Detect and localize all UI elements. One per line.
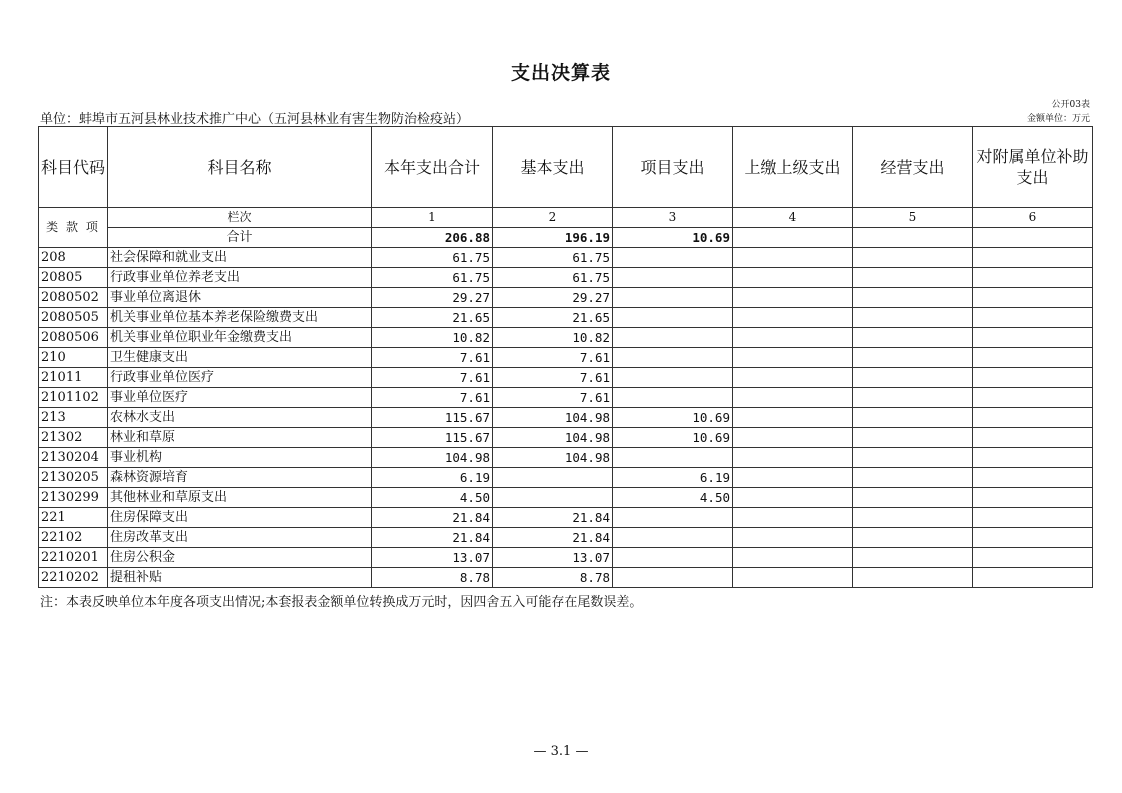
table-row xyxy=(39,528,1093,548)
row-name: 住房保障支出 xyxy=(108,508,372,528)
row-business xyxy=(853,568,973,588)
table-row xyxy=(39,348,1093,368)
row-project xyxy=(613,448,733,468)
row-code: 2210201 xyxy=(39,548,108,568)
row-upper xyxy=(733,428,853,448)
row-subsidy xyxy=(973,328,1093,348)
row-subsidy xyxy=(973,428,1093,448)
table-row xyxy=(39,288,1093,308)
row-total: 6.19 xyxy=(372,468,493,488)
row-subsidy xyxy=(973,268,1093,288)
row-basic: 8.78 xyxy=(493,568,613,588)
row-upper xyxy=(733,308,853,328)
table-row xyxy=(39,408,1093,428)
row-project xyxy=(613,308,733,328)
header-business: 经营支出 xyxy=(853,127,973,208)
row-project xyxy=(613,348,733,368)
row-business xyxy=(853,248,973,268)
row-name: 住房公积金 xyxy=(108,548,372,568)
xiang-label: 项 xyxy=(85,220,100,234)
row-total: 7.61 xyxy=(372,388,493,408)
unit-label: 单位：蚌埠市五河县林业技术推广中心（五河县林业有害生物防治检疫站） xyxy=(40,112,470,127)
row-basic xyxy=(493,468,613,488)
row-subsidy xyxy=(973,548,1093,568)
footnote: 注：本表反映单位本年度各项支出情况;本套报表金额单位转换成万元时，因四舍五入可能存在尾数误差。 xyxy=(40,595,643,610)
header-total: 本年支出合计 xyxy=(372,127,493,208)
row-business xyxy=(853,368,973,388)
header-name: 科目名称 xyxy=(108,127,372,208)
row-name: 其他林业和草原支出 xyxy=(108,488,372,508)
row-basic: 7.61 xyxy=(493,388,613,408)
row-subsidy xyxy=(973,248,1093,268)
row-upper xyxy=(733,388,853,408)
row-total: 29.27 xyxy=(372,288,493,308)
row-business xyxy=(853,408,973,428)
row-upper xyxy=(733,508,853,528)
lei-kuan-xiang xyxy=(39,208,108,248)
row-code: 2101102 xyxy=(39,388,108,408)
col-index-1: 1 xyxy=(372,208,493,228)
header-basic: 基本支出 xyxy=(493,127,613,208)
expenditure-table xyxy=(38,126,1093,588)
row-project xyxy=(613,288,733,308)
row-subsidy xyxy=(973,568,1093,588)
row-project xyxy=(613,508,733,528)
table-row xyxy=(39,548,1093,568)
column-index-row xyxy=(39,208,1093,228)
row-name: 事业单位医疗 xyxy=(108,388,372,408)
row-basic: 61.75 xyxy=(493,268,613,288)
row-code: 20805 xyxy=(39,268,108,288)
row-total: 21.84 xyxy=(372,528,493,548)
row-code: 2210202 xyxy=(39,568,108,588)
row-business xyxy=(853,528,973,548)
page-title: 支出决算表 xyxy=(510,62,611,84)
table-meta xyxy=(1027,98,1090,126)
row-name: 机关事业单位职业年金缴费支出 xyxy=(108,328,372,348)
row-total: 21.65 xyxy=(372,308,493,328)
table-row xyxy=(39,388,1093,408)
row-basic: 10.82 xyxy=(493,328,613,348)
row-upper xyxy=(733,448,853,468)
row-upper xyxy=(733,328,853,348)
row-subsidy xyxy=(973,408,1093,428)
col-index-2: 2 xyxy=(493,208,613,228)
header-code: 科目代码 xyxy=(39,127,108,208)
row-total: 115.67 xyxy=(372,408,493,428)
row-business xyxy=(853,508,973,528)
table-row xyxy=(39,428,1093,448)
row-subsidy xyxy=(973,468,1093,488)
row-name: 住房改革支出 xyxy=(108,528,372,548)
row-project: 10.69 xyxy=(613,408,733,428)
row-code: 208 xyxy=(39,248,108,268)
table-row xyxy=(39,368,1093,388)
header-row xyxy=(39,127,1093,208)
row-project xyxy=(613,328,733,348)
row-project xyxy=(613,248,733,268)
row-total: 4.50 xyxy=(372,488,493,508)
row-name: 行政事业单位养老支出 xyxy=(108,268,372,288)
table-body xyxy=(39,248,1093,588)
amount-unit: 金额单位：万元 xyxy=(1026,114,1090,124)
row-upper xyxy=(733,348,853,368)
row-upper xyxy=(733,548,853,568)
page-number: — 3.1 — xyxy=(533,744,589,759)
row-subsidy xyxy=(973,308,1093,328)
total-business xyxy=(853,228,973,248)
row-name: 事业机构 xyxy=(108,448,372,468)
row-basic: 29.27 xyxy=(493,288,613,308)
row-upper xyxy=(733,248,853,268)
row-name: 机关事业单位基本养老保险缴费支出 xyxy=(108,308,372,328)
row-basic: 61.75 xyxy=(493,248,613,268)
row-name: 事业单位离退休 xyxy=(108,288,372,308)
row-total: 61.75 xyxy=(372,248,493,268)
row-upper xyxy=(733,288,853,308)
row-basic: 104.98 xyxy=(493,408,613,428)
row-basic: 7.61 xyxy=(493,368,613,388)
row-project xyxy=(613,568,733,588)
row-code: 21011 xyxy=(39,368,108,388)
row-business xyxy=(853,348,973,368)
row-name: 森林资源培育 xyxy=(108,468,372,488)
row-upper xyxy=(733,268,853,288)
header-upper: 上缴上级支出 xyxy=(733,127,853,208)
row-code: 22102 xyxy=(39,528,108,548)
table-row xyxy=(39,568,1093,588)
row-subsidy xyxy=(973,348,1093,368)
row-upper xyxy=(733,408,853,428)
row-total: 104.98 xyxy=(372,448,493,468)
col-index-3: 3 xyxy=(613,208,733,228)
row-basic: 104.98 xyxy=(493,448,613,468)
row-subsidy xyxy=(973,448,1093,468)
row-total: 7.61 xyxy=(372,348,493,368)
row-project: 10.69 xyxy=(613,428,733,448)
row-name: 农林水支出 xyxy=(108,408,372,428)
row-basic xyxy=(493,488,613,508)
total-total: 206.88 xyxy=(372,228,493,248)
table-row xyxy=(39,448,1093,468)
row-name: 林业和草原 xyxy=(108,428,372,448)
table-row xyxy=(39,468,1093,488)
header-subsidy: 对附属单位补助支出 xyxy=(973,127,1093,208)
row-project xyxy=(613,368,733,388)
row-business xyxy=(853,308,973,328)
row-business xyxy=(853,328,973,348)
row-total: 7.61 xyxy=(372,368,493,388)
total-subsidy xyxy=(973,228,1093,248)
row-code: 2130204 xyxy=(39,448,108,468)
row-upper xyxy=(733,468,853,488)
col-index-4: 4 xyxy=(733,208,853,228)
row-basic: 21.65 xyxy=(493,308,613,328)
row-name: 社会保障和就业支出 xyxy=(108,248,372,268)
row-project xyxy=(613,528,733,548)
row-name: 行政事业单位医疗 xyxy=(108,368,372,388)
total-row xyxy=(39,228,1093,248)
row-total: 10.82 xyxy=(372,328,493,348)
kuan-label: 款 xyxy=(65,220,80,234)
row-name: 提租补贴 xyxy=(108,568,372,588)
row-project: 4.50 xyxy=(613,488,733,508)
row-subsidy xyxy=(973,508,1093,528)
row-project xyxy=(613,548,733,568)
row-upper xyxy=(733,368,853,388)
row-code: 2130205 xyxy=(39,468,108,488)
row-basic: 21.84 xyxy=(493,508,613,528)
row-business xyxy=(853,468,973,488)
table-row xyxy=(39,268,1093,288)
row-project: 6.19 xyxy=(613,468,733,488)
row-code: 2080502 xyxy=(39,288,108,308)
row-code: 2080506 xyxy=(39,328,108,348)
row-code: 21302 xyxy=(39,428,108,448)
row-total: 8.78 xyxy=(372,568,493,588)
row-business xyxy=(853,388,973,408)
row-subsidy xyxy=(973,528,1093,548)
row-project xyxy=(613,388,733,408)
row-basic: 21.84 xyxy=(493,528,613,548)
col-index-5: 5 xyxy=(853,208,973,228)
row-upper xyxy=(733,528,853,548)
row-basic: 104.98 xyxy=(493,428,613,448)
row-business xyxy=(853,268,973,288)
row-basic: 13.07 xyxy=(493,548,613,568)
row-business xyxy=(853,428,973,448)
header-project: 项目支出 xyxy=(613,127,733,208)
row-code: 2080505 xyxy=(39,308,108,328)
row-code: 221 xyxy=(39,508,108,528)
row-business xyxy=(853,288,973,308)
total-project: 10.69 xyxy=(613,228,733,248)
table-row xyxy=(39,328,1093,348)
row-upper xyxy=(733,568,853,588)
form-code: 公开03表 xyxy=(1051,100,1090,110)
row-total: 115.67 xyxy=(372,428,493,448)
table-row xyxy=(39,508,1093,528)
row-total: 21.84 xyxy=(372,508,493,528)
row-business xyxy=(853,488,973,508)
row-total: 61.75 xyxy=(372,268,493,288)
row-total: 13.07 xyxy=(372,548,493,568)
row-code: 213 xyxy=(39,408,108,428)
row-project xyxy=(613,268,733,288)
total-label: 合计 xyxy=(108,228,372,248)
row-name: 卫生健康支出 xyxy=(108,348,372,368)
row-business xyxy=(853,548,973,568)
row-business xyxy=(853,448,973,468)
row-code: 2130299 xyxy=(39,488,108,508)
table-row xyxy=(39,248,1093,268)
table-row xyxy=(39,488,1093,508)
col-index-6: 6 xyxy=(973,208,1093,228)
lanci-label: 栏次 xyxy=(108,208,372,228)
row-subsidy xyxy=(973,388,1093,408)
total-basic: 196.19 xyxy=(493,228,613,248)
row-code: 210 xyxy=(39,348,108,368)
table-row xyxy=(39,308,1093,328)
total-upper xyxy=(733,228,853,248)
row-subsidy xyxy=(973,368,1093,388)
row-upper xyxy=(733,488,853,508)
row-subsidy xyxy=(973,488,1093,508)
row-subsidy xyxy=(973,288,1093,308)
lei-label: 类 xyxy=(46,220,61,234)
row-basic: 7.61 xyxy=(493,348,613,368)
